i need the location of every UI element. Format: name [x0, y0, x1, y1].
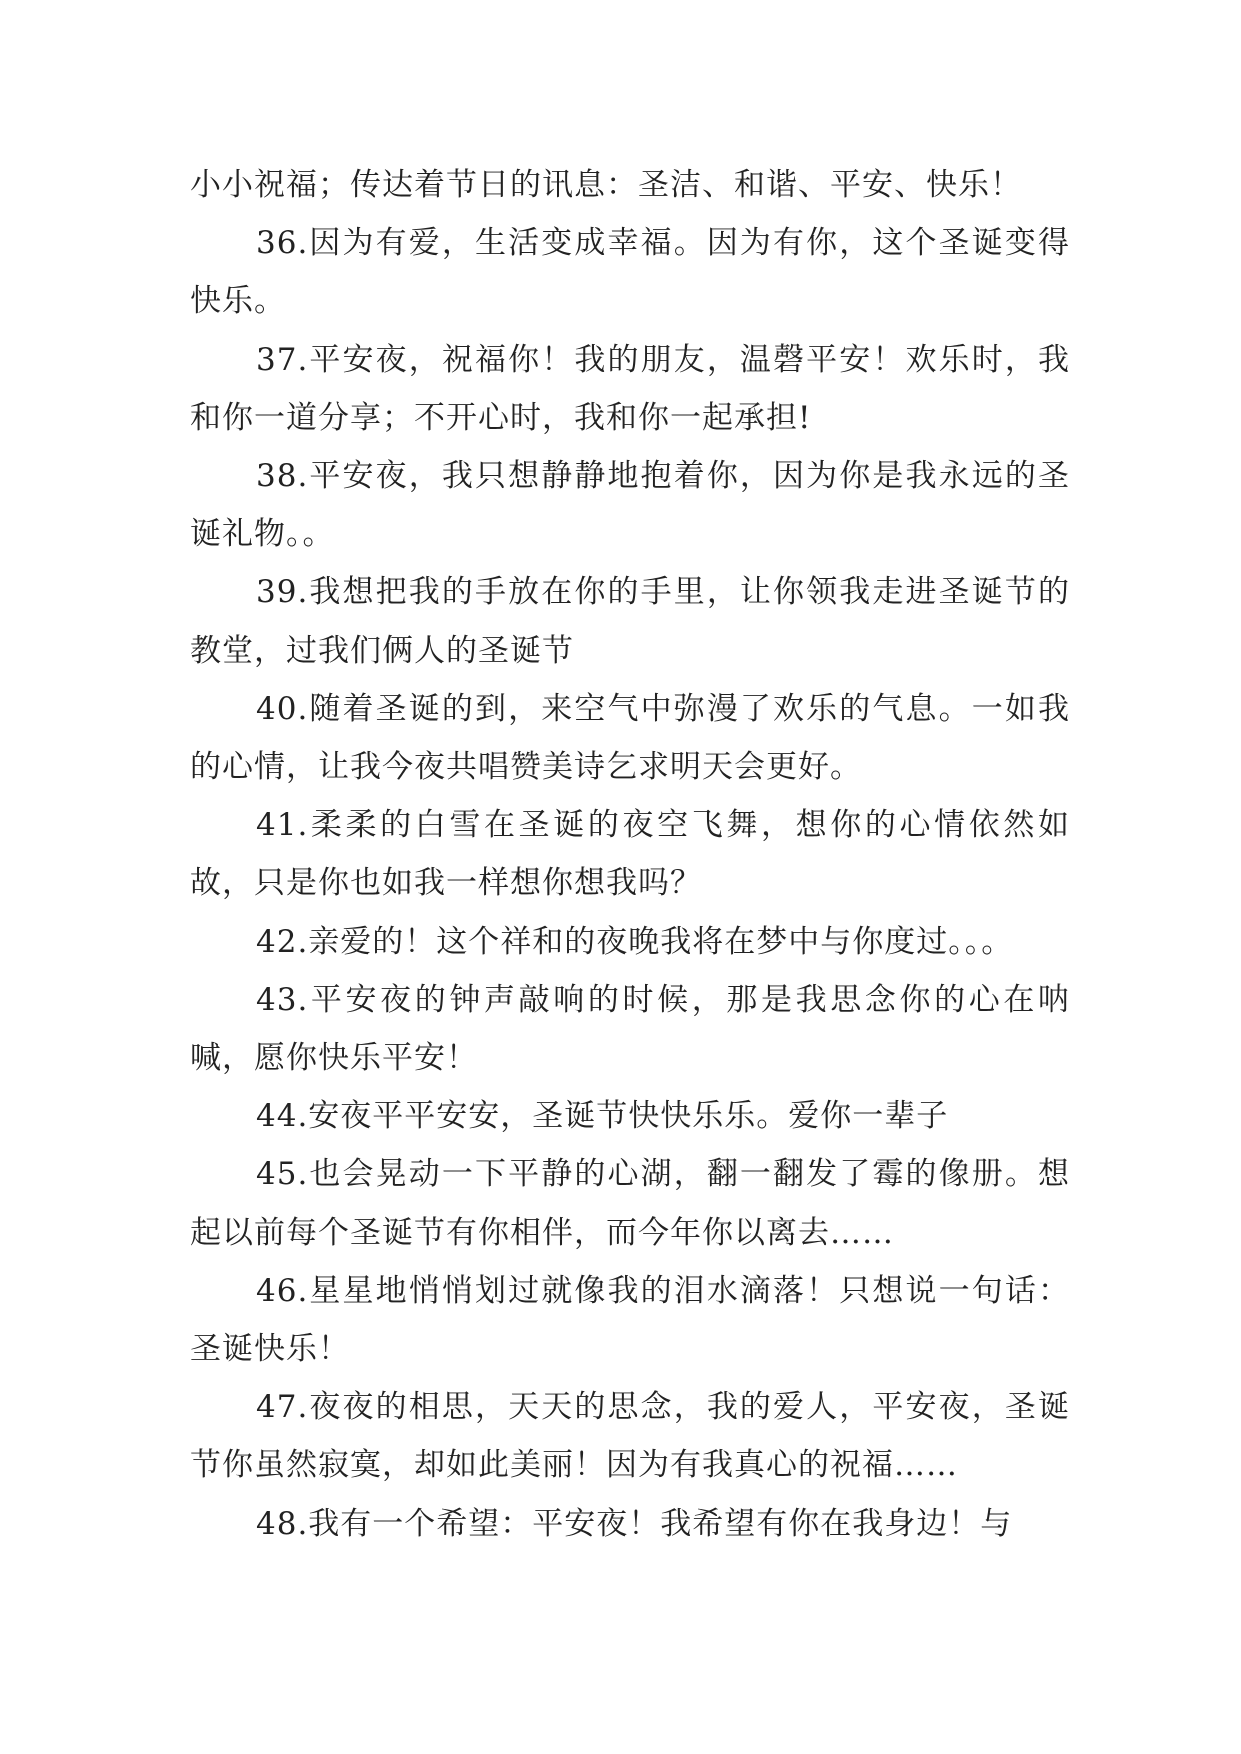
- document-body: [190, 156, 1070, 1553]
- paragraph: 47.夜夜的相思，天天的思念，我的爱人，平安夜，圣诞节你虽然寂寞，却如此美丽！因为有我真心的祝福……: [190, 1389, 1070, 1484]
- paragraph: 41.柔柔的白雪在圣诞的夜空飞舞，想你的心情依然如故，只是你也如我一样想你想我吗？: [190, 807, 1070, 902]
- paragraph: 37.平安夜，祝福你！我的朋友，温磬平安！欢乐时，我和你一道分享；不开心时，我和你一起承担!: [190, 341, 1070, 436]
- paragraph: 39.我想把我的手放在你的手里，让你领我走进圣诞节的教堂，过我们俩人的圣诞节: [190, 574, 1070, 669]
- paragraph: 36.因为有爱，生活变成幸福。因为有你，这个圣诞变得快乐。: [190, 225, 1070, 320]
- paragraph: 44.安夜平平安安，圣诞节快快乐乐。爱你一辈子: [256, 1098, 949, 1135]
- paragraph: 38.平安夜，我只想静静地抱着你，因为你是我永远的圣诞礼物。。: [190, 458, 1070, 553]
- paragraph: 48.我有一个希望：平安夜！我希望有你在我身边！与: [256, 1505, 1013, 1542]
- paragraph: 45.也会晃动一下平静的心湖，翻一翻发了霉的像册。想起以前每个圣诞节有你相伴，而今年你以离去……: [190, 1156, 1070, 1251]
- paragraph: 40.随着圣诞的到，来空气中弥漫了欢乐的气息。一如我的心情，让我今夜共唱赞美诗乞求明天会更好。: [190, 690, 1070, 786]
- paragraph: 42.亲爱的！这个祥和的夜晚我将在梦中与你度过。。。: [256, 923, 1014, 960]
- paragraph: 小小祝福；传达着节日的讯息：圣洁、和谐、平安、快乐！: [190, 167, 1022, 203]
- paragraph: 43.平安夜的钟声敲响的时候，那是我思念你的心在呐喊，愿你快乐平安！: [190, 981, 1070, 1077]
- paragraph: 46.星星地悄悄划过就像我的泪水滴落！只想说一句话：圣诞快乐！: [190, 1272, 1070, 1368]
